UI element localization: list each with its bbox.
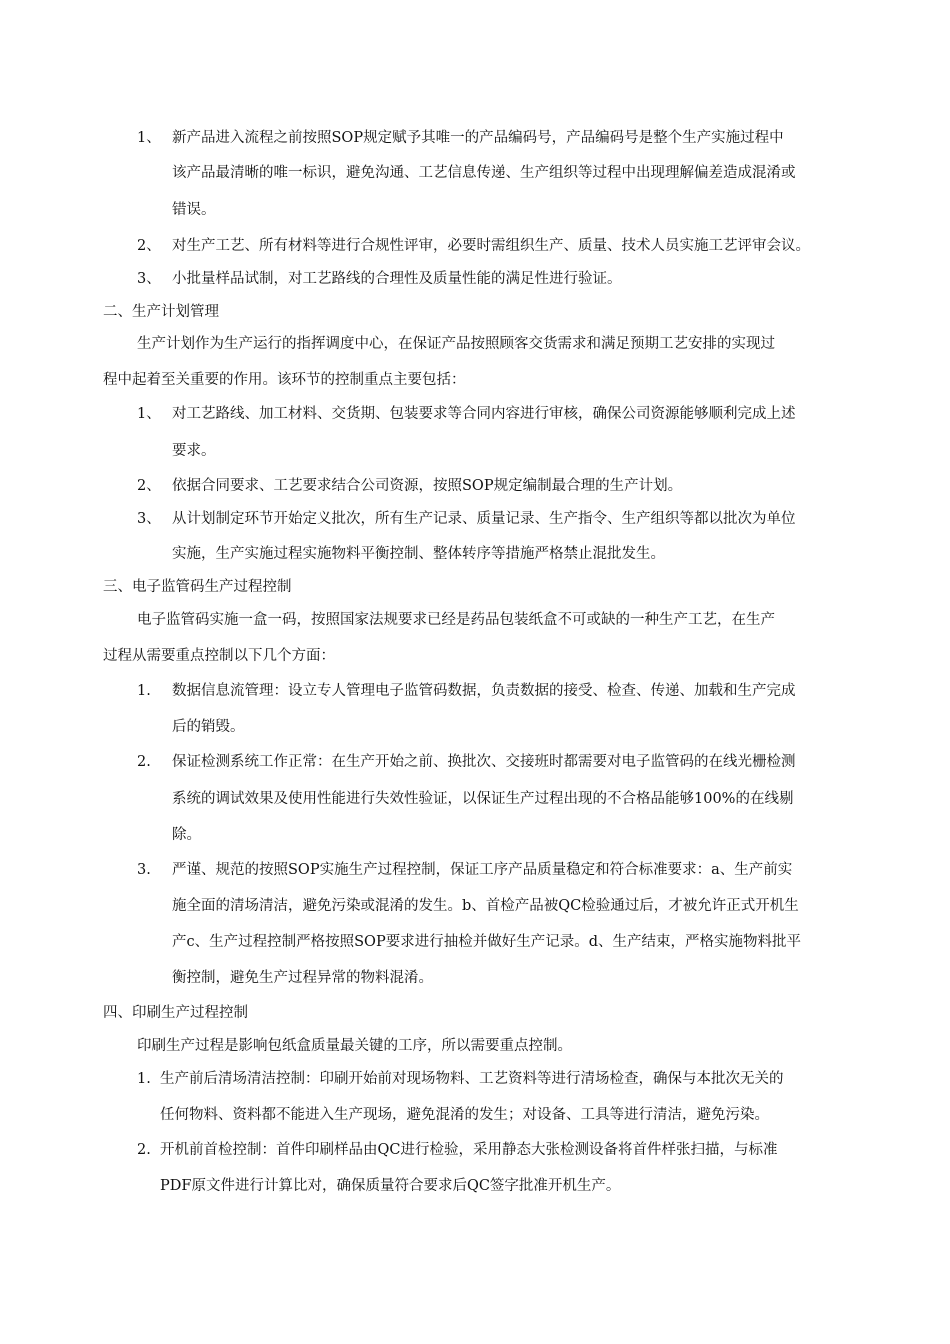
list-number: 1. [137, 1071, 151, 1087]
text-line: 要求。 [172, 443, 216, 459]
section-heading: 四、印刷生产过程控制 [103, 1005, 248, 1021]
text-line: 开机前首检控制：首件印刷样品由QC进行检验，采用静态大张检测设备将首件样张扫描，与标准 [160, 1142, 778, 1158]
text-line: 小批量样品试制，对工艺路线的合理性及质量性能的满足性进行验证。 [172, 271, 622, 287]
paragraph-line: 印刷生产过程是影响包纸盒质量最关键的工序，所以需要重点控制。 [137, 1038, 572, 1054]
section-heading: 三、电子监管码生产过程控制 [103, 579, 292, 595]
text-line: 严谨、规范的按照SOP实施生产过程控制，保证工序产品质量稳定和符合标准要求：a、生产前实 [172, 862, 793, 878]
text-line: 对生产工艺、所有材料等进行合规性评审，必要时需组织生产、质量、技术人员实施工艺评审会议。 [172, 238, 810, 254]
section-heading: 二、生产计划管理 [103, 304, 219, 320]
list-number: 2、 [137, 478, 161, 494]
text-line: PDF原文件进行计算比对，确保质量符合要求后QC签字批准开机生产。 [160, 1178, 621, 1194]
text-line: 除。 [172, 827, 201, 843]
text-line: 新产品进入流程之前按照SOP规定赋予其唯一的产品编码号，产品编码号是整个生产实施过程中 [172, 130, 784, 146]
text-line: 衡控制，避免生产过程异常的物料混淆。 [172, 970, 433, 986]
list-number: 1、 [137, 406, 161, 422]
text-line: 施全面的清场清洁，避免污染或混淆的发生。b、首检产品被QC检验通过后，才被允许正式开机生 [172, 898, 799, 914]
text-line: 数据信息流管理：设立专人管理电子监管码数据，负责数据的接受、检查、传递、加载和生产完成 [172, 683, 796, 699]
paragraph-line: 过程从需要重点控制以下几个方面： [103, 648, 335, 664]
text-line: 对工艺路线、加工材料、交货期、包装要求等合同内容进行审核，确保公司资源能够顺利完成上述 [172, 406, 796, 422]
list-number: 2、 [137, 238, 161, 254]
text-line: 系统的调试效果及使用性能进行失效性验证，以保证生产过程出现的不合格品能够100%的在线剔 [172, 791, 794, 807]
paragraph-line: 程中起着至关重要的作用。该环节的控制重点主要包括： [103, 372, 466, 388]
paragraph-line: 电子监管码实施一盒一码，按照国家法规要求已经是药品包装纸盒不可或缺的一种生产工艺，在生产 [137, 612, 775, 628]
text-line: 该产品最清晰的唯一标识，避免沟通、工艺信息传递、生产组织等过程中出现理解偏差造成混淆或 [172, 165, 796, 181]
text-line: 生产前后清场清洁控制：印刷开始前对现场物料、工艺资料等进行清场检查，确保与本批次无关的 [160, 1071, 784, 1087]
list-number: 2. [137, 754, 151, 770]
text-line: 产c、生产过程控制严格按照SOP要求进行抽检并做好生产记录。d、生产结束，严格实施物料批平 [172, 934, 801, 950]
text-line: 保证检测系统工作正常：在生产开始之前、换批次、交接班时都需要对电子监管码的在线光栅检测 [172, 754, 796, 770]
list-number: 1、 [137, 130, 161, 146]
text-line: 从计划制定环节开始定义批次，所有生产记录、质量记录、生产指令、生产组织等都以批次为单位 [172, 511, 796, 527]
text-line: 实施，生产实施过程实施物料平衡控制、整体转序等措施严格禁止混批发生。 [172, 546, 665, 562]
text-line: 后的销毁。 [172, 719, 245, 735]
list-number: 2. [137, 1142, 151, 1158]
list-number: 3、 [137, 271, 161, 287]
paragraph-line: 生产计划作为生产运行的指挥调度中心，在保证产品按照顾客交货需求和满足预期工艺安排的实现过 [137, 336, 775, 352]
list-number: 1. [137, 683, 151, 699]
list-number: 3、 [137, 511, 161, 527]
text-line: 依据合同要求、工艺要求结合公司资源，按照SOP规定编制最合理的生产计划。 [172, 478, 683, 494]
text-line: 错误。 [172, 202, 216, 218]
list-number: 3. [137, 862, 151, 878]
text-line: 任何物料、资料都不能进入生产现场，避免混淆的发生；对设备、工具等进行清洁，避免污染。 [160, 1107, 769, 1123]
